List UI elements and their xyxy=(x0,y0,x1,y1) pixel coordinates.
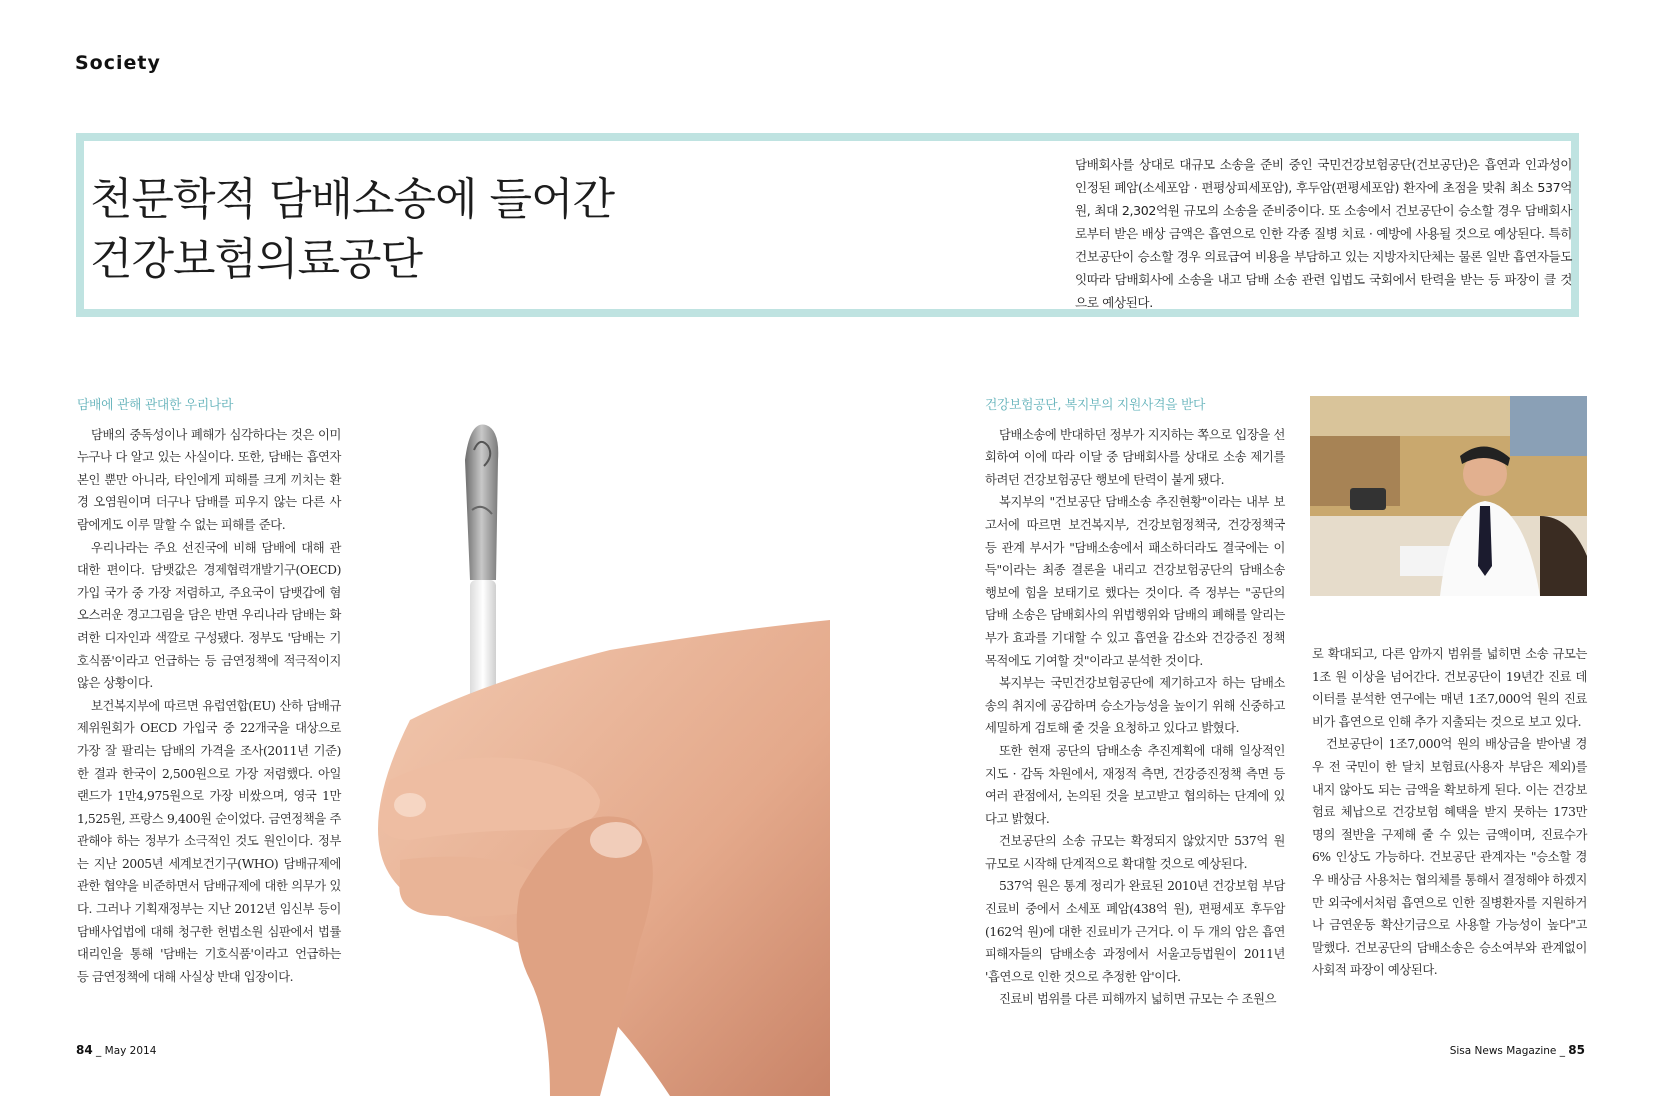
subhead-2: 건강보험공단, 복지부의 지원사격을 받다 xyxy=(985,398,1206,413)
paragraph: 로 확대되고, 다른 암까지 범위를 넓히면 소송 규모는 1조 원 이상을 넘어간다. 건보공단이 19년간 진료 데이터를 분석한 연구에는 매년 1조7,000억 원의 진료비가 흡연으로 인해 추가 지출되는 것으로 보고 있다. xyxy=(1312,647,1587,729)
headline xyxy=(90,170,614,290)
article-column-1 xyxy=(77,395,341,988)
paragraph: 복지부의 "건보공단 담배소송 추진현황"이라는 내부 보고서에 따르면 보건복지부, 건강보험정책국, 건강정책국 등 관계 부서가 "담배소송에서 패소하더라도 결국에는 이득"이라는 최종 결론을 내리고 건강보험공단의 담배소송 행보에 힘을 보태기로 했다는 것이다. 즉 정부는 "공단의 담배 소송은 담배회사의 위법행위와 담배의 폐해를 알리는 부가 효과를 기대할 수 있고 흡연율 감소와 건강증진 정책 목적에도 기여할 것"이라고 분석한 것이다. xyxy=(985,495,1285,668)
subhead-1: 담배에 관해 관대한 우리나라 xyxy=(77,398,234,413)
paragraph: 담배소송에 반대하던 정부가 지지하는 쪽으로 입장을 선회하여 이에 따라 이달 중 담배회사를 상대로 소송 제기를 하려던 건강보험공단 행보에 탄력이 붙게 됐다. xyxy=(985,427,1285,487)
paragraph: 우리나라는 주요 선진국에 비해 담배에 대해 관대한 편이다. 담뱃값은 경제협력개발기구(OECD) 가입 국가 중 가장 저렴하고, 주요국이 담뱃갑에 혐오스러운 경고그림을 담은 반면 우리나라 담배는 화려한 디자인과 색깔로 구성됐다. 정부도 '담배는 기호식품'이라고 언급하는 등 금연정책에 적극적이지 않은 상황이다. xyxy=(77,540,341,691)
page-number-left: 84 xyxy=(76,1043,93,1057)
article-column-2 xyxy=(985,395,1285,1011)
paragraph: 담배의 중독성이나 폐해가 심각하다는 것은 이미 누구나 다 알고 있는 사실이다. 또한, 담배는 흡연자 본인 뿐만 아니라, 타인에게 피해를 크게 끼치는 환경 오염원이며 더구나 담배를 피우지 않는 다른 사람에게도 이루 말할 수 없는 피해를 준다. xyxy=(77,427,341,532)
headline-line-2: 건강보험의료공단 xyxy=(90,234,423,285)
paragraph: 또한 현재 공단의 담배소송 추진계획에 대해 일상적인 지도 · 감독 차원에서, 재정적 측면, 건강증진정책 측면 등 여러 관점에서, 논의된 것을 보고받고 협의하는 단계에 있다고 밝혔다. xyxy=(985,743,1285,826)
paragraph: 537억 원은 통계 정리가 완료된 2010년 건강보험 부담 진료비 중에서 소세포 폐암(438억 원), 편평세포 후두암(162억 원)에 대한 진료비가 근거다. 이 두 개의 암은 흡연 피해자들의 담배소송 과정에서 서울고등법원이 2011년 '흡연으로 인한 것으로 추정한 암'이다. xyxy=(985,879,1285,984)
lede-paragraph: 담배회사를 상대로 대규모 소송을 준비 중인 국민건강보험공단(건보공단)은 흡연과 인과성이 인정된 폐암(소세포암 · 편평상피세포암), 후두암(편평세포암) 환자에 초점을 맞춰 최소 537억원, 최대 2,302억원 규모의 소송을 준비중이다. 또 소송에서 건보공단이 승소할 경우 담배회사로부터 받은 배상 금액은 흡연으로 인한 각종 질병 치료 · 예방에 사용될 것으로 예상된다. 특히 건보공단이 승소할 경우 의료급여 비용을 부담하고 있는 지방자치단체는 물론 일반 흡연자들도 잇따라 담배회사에 소송을 내고 담배 소송 관련 입법도 국회에서 탄력을 받는 등 파장이 클 것으로 예상된다. xyxy=(1075,157,1572,310)
office-photo xyxy=(1310,396,1587,596)
cigarette-hand-photo xyxy=(370,420,830,1096)
paragraph: 건보공단의 소송 규모는 확정되지 않았지만 537억 원 규모로 시작해 단계적으로 확대할 것으로 예상된다. xyxy=(985,834,1285,871)
magazine-name: Sisa News Magazine xyxy=(1449,1045,1557,1057)
thumbnail xyxy=(590,822,642,858)
section-label: Society xyxy=(75,52,161,74)
footer-left: 84 _ May 2014 xyxy=(76,1043,157,1057)
person-tie xyxy=(1478,506,1492,576)
paragraph: 건보공단이 1조7,000억 원의 배상금을 받아낼 경우 전 국민이 한 달치 보험료(사용자 부담은 제외)를 내지 않아도 되는 금액을 확보하게 된다. 이는 건강보험료 체납으로 건강보험 혜택을 받지 못하는 173만 명의 절반을 구제해 줄 수 있는 금액이며, 진료수가 6% 인상도 가능하다. 건보공단 관계자는 "승소할 경우 배상금 사용처는 협의체를 통해서 결정해야 하겠지만 외국에서처럼 흡연으로 인한 질병환자를 지원하거나 금연운동 확산기금으로 사용할 가능성이 높다"고 말했다. 건보공단의 담배소송은 승소여부와 관계없이 사회적 파장이 예상된다. xyxy=(1312,737,1587,978)
paragraph: 복지부는 국민건강보험공단에 제기하고자 하는 담배소송의 취지에 공감하며 승소가능성을 높이기 위해 신중하고 세밀하게 검토해 줄 것을 요청하고 있다고 밝혔다. xyxy=(985,676,1285,736)
issue-date: May 2014 xyxy=(104,1045,157,1057)
page-number-right: 85 xyxy=(1568,1043,1585,1057)
paragraph: 보건복지부에 따르면 유럽연합(EU) 산하 담배규제위원회가 OECD 가입국 중 22개국을 대상으로 가장 잘 팔리는 담배의 가격을 조사(2011년 기준)한 결과 한국이 2,500원으로 가장 저렴했다. 아일랜드가 1만4,975원으로 가장 비쌌으며, 영국 1만1,525원, 프랑스 9,400원 순이었다. 금연정책을 주관해야 하는 정부가 소극적인 것도 원인이다. 정부는 지난 2005년 세계보건기구(WHO) 담배규제에 관한 협약을 비준하면서 담배규제에 대한 의무가 있다. 그러나 기획재정부는 지난 2012년 임신부 등이 담배사업법에 대해 청구한 헌법소원 심판에서 법률대리인을 통해 '담배는 기호식품'이라고 언급하는 등 금연정책에 대해 사실상 반대 입장이다. xyxy=(77,698,341,984)
phone xyxy=(1350,488,1386,510)
headline-line-1: 천문학적 담배소송에 들어간 xyxy=(90,174,615,225)
paragraph: 진료비 범위를 다른 피해까지 넓히면 규모는 수 조원으 xyxy=(999,992,1277,1007)
article-column-3 xyxy=(1312,643,1587,982)
cigarette-ash xyxy=(465,424,498,580)
footer-right: Sisa News Magazine _ 85 xyxy=(1449,1043,1585,1057)
